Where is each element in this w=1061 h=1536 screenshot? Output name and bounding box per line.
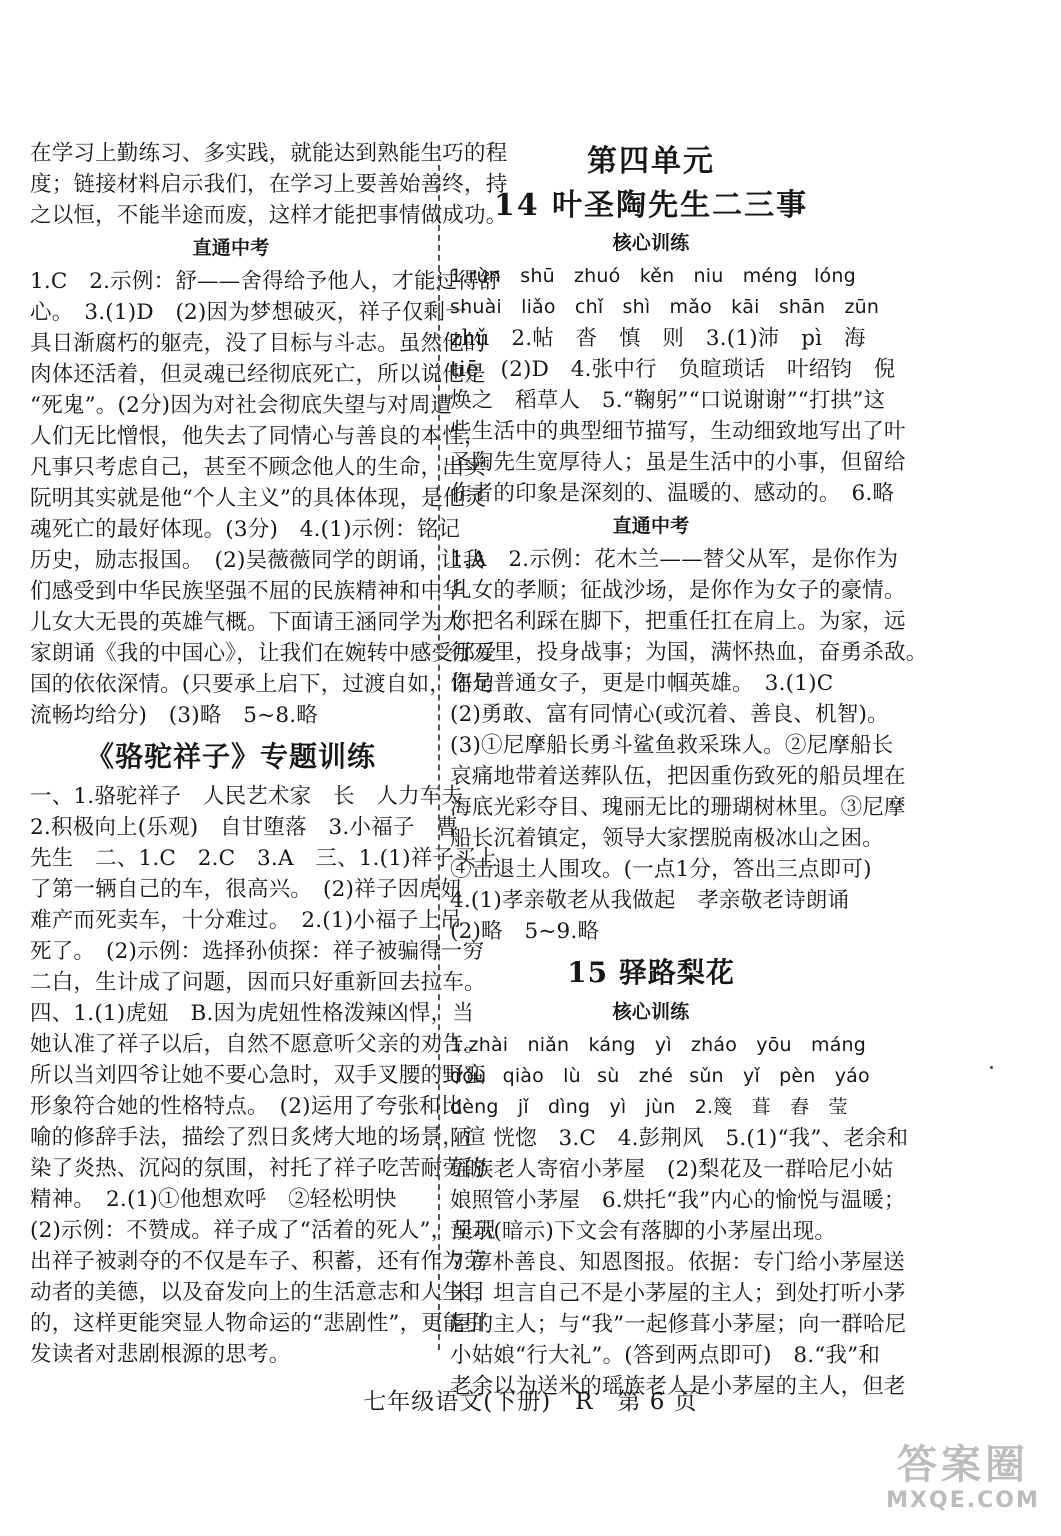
text-line: 死了。 (2)示例：选择孙侦探：祥子被骗得一穷	[30, 939, 485, 964]
watermark-line-2: MXQE.COM	[886, 1488, 1040, 1513]
text-line: 船长沉着镇定，领导大家摆脱南极冰山之困。	[450, 826, 885, 851]
text-line: 染了炎热、沉闷的氛围，衬托了祥子吃苦耐劳的	[30, 1156, 486, 1181]
left-column	[30, 138, 508, 1370]
text-line: 喻的修辞手法，描绘了烈日炙烤大地的场景，渲	[30, 1125, 486, 1150]
text-line: 陋 恍惚 3.C 4.彭荆风 5.(1)“我”、老余和	[450, 1126, 909, 1151]
section-subheading-zhitong: 直通中考	[192, 237, 270, 259]
pinyin-block-2	[450, 1030, 870, 1123]
text-line: 行万里，投身战事；为国，满怀热血，奋勇杀敌。	[450, 640, 928, 665]
text-line: 具日渐腐朽的躯壳，没了目标与斗志。虽然他的	[30, 331, 486, 356]
text-line: 小姑娘“行大礼”。(答到两点即可) 8.“我”和	[450, 1343, 881, 1368]
text-line: 作者的印象是深刻的、温暖的、感动的。 6.略	[450, 481, 895, 506]
text-line: 1.zhài niǎn káng yì zháo yōu máng	[450, 1034, 867, 1056]
section-subheading-zhitong-2: 直通中考	[612, 515, 690, 537]
text-line: shuài liǎo chǐ shì mǎo kāi shān zūn	[450, 296, 880, 318]
text-line: 家朗诵《我的中国心》，让我们在婉转中感受那爱	[30, 641, 497, 666]
column-divider	[438, 145, 440, 1350]
text-line: tiē (2)D 4.张中行 负暄琐话 叶绍钧 倪	[450, 357, 896, 382]
text-line: 1.A 2.示例：花木兰——替父从军，是你作为	[450, 547, 899, 572]
text-line: 1.rùn shū zhuó kěn niu méng lóng	[450, 265, 856, 287]
text-line: 先生 二、1.C 2.C 3.A 三、1.(1)祥子买上	[30, 846, 498, 871]
text-line: 圣陶先生宽厚待人；虽是生活中的小事，但留给	[450, 450, 906, 475]
text-line: 些生活中的典型细节描写，生动细致地写出了叶	[450, 419, 906, 444]
answers-block-2	[30, 781, 498, 1370]
text-line: ④击退土人围攻。(一点1分，答出三点即可)	[450, 857, 872, 882]
text-line: 屋的主人；与“我”一起修葺小茅屋；向一群哈尼	[450, 1312, 907, 1337]
lesson15-title: 15 驿路梨花	[567, 956, 735, 989]
scan-speck	[990, 1066, 993, 1069]
text-line: (2)略 5~9.略	[450, 919, 600, 944]
text-line: 精神。 2.(1)①他想欢呼 ②轻松明快	[30, 1187, 397, 1212]
text-line: 预示(暗示)下文会有落脚的小茅屋出现。	[450, 1219, 837, 1244]
text-line: 4.(1)孝亲敬老从我做起 孝亲敬老诗朗诵	[450, 888, 850, 913]
text-line: 发读者对悲剧根源的思考。	[30, 1342, 291, 1367]
text-line: 二白，生计成了问题，因而只好重新回去拉车。	[30, 970, 486, 995]
text-line: 1.C 2.示例：舒——舍得给予他人，才能过得舒	[30, 269, 501, 294]
text-line: (2)示例：不赞成。祥子成了“活着的死人”，呈现	[30, 1218, 496, 1243]
text-line: 四、1.(1)虎妞 B.因为虎妞性格泼辣凶悍，当	[30, 1001, 474, 1026]
right-column	[450, 138, 928, 1402]
text-line: 米；坦言自己不是小茅屋的主人；到处打听小茅	[450, 1281, 906, 1306]
text-line: 形象符合她的性格特点。 (2)运用了夸张和比	[30, 1094, 463, 1119]
text-line: 历史，励志报国。 (2)吴薇薇同学的朗诵，让我	[30, 548, 485, 573]
text-line: 海底光彩夺目、瑰丽无比的珊瑚树林里。③尼摩	[450, 795, 906, 820]
page-footer: 七年级语文(下册) R 第 6 页	[363, 1389, 698, 1415]
text-line: 哀痛地带着送葬队伍，把因重伤致死的船员埋在	[450, 764, 906, 789]
text-line: 你把名利踩在脚下，把重任扛在肩上。为家，远	[450, 609, 906, 634]
text-line: dǒu qiào lù sù zhé sǔn yǐ pèn yáo	[450, 1065, 870, 1087]
text-line: 们感受到中华民族坚强不屈的民族精神和中华	[30, 579, 465, 604]
text-line: (3)①尼摩船长勇斗鲨鱼救采珠人。②尼摩船长	[450, 733, 894, 758]
watermark-logo	[883, 1442, 1043, 1522]
text-line: 所以当刘四爷让她不要心急时，双手叉腰的野蛮	[30, 1063, 486, 1088]
text-line: 她认准了祥子以后，自然不愿意听父亲的劝告。	[30, 1032, 486, 1057]
text-line: 瑶族老人寄宿小茅屋 (2)梨花及一群哈尼小姑	[450, 1157, 894, 1182]
text-line: 心。 3.(1)D (2)因为梦想破灭，祥子仅剩一	[30, 300, 467, 325]
text-line: 了第一辆自己的车，很高兴。 (2)祥子因虎妞	[30, 877, 463, 902]
intro-paragraph	[30, 138, 508, 231]
text-line: 儿女的孝顺；征战沙场，是你作为女子的豪情。	[450, 578, 906, 603]
answers-block-1	[30, 266, 501, 731]
text-line: 儿女大无畏的英雄气概。下面请王涵同学为大	[30, 610, 465, 635]
answers-block-4	[450, 544, 928, 947]
text-line: (2)勇敢、富有同情心(或沉着、善良、机智)。	[450, 702, 889, 727]
text-line: 娘照管小茅屋 6.烘托“我”内心的愉悦与温暖；	[450, 1188, 906, 1213]
text-line: 老余以为送米的瑶族老人是小茅屋的主人，但老	[450, 1374, 906, 1399]
pinyin-block-1	[450, 261, 880, 323]
text-line: 出祥子被剥夺的不仅是车子、积蓄，还有作为劳	[30, 1249, 486, 1274]
text-line: 之以恒，不能半途而废，这样才能把事情做成功。	[30, 203, 508, 228]
lesson14-title: 14 叶圣陶先生二三事	[493, 188, 809, 223]
text-line: 魂死亡的最好体现。(3分) 4.(1)示例：铭记	[30, 517, 461, 542]
answers-block-5	[450, 1123, 909, 1402]
text-line: 国的依依深情。(只要承上启下，过渡自如，语句	[30, 672, 495, 697]
section-subheading-hexin-1: 核心训练	[612, 232, 690, 254]
text-line: 度；链接材料启示我们，在学习上要善始善终，持	[30, 172, 508, 197]
text-line: 阮明其实就是他“个人主义”的具体体现，是他灵	[30, 486, 487, 511]
text-line: 2.积极向上(乐观) 自甘堕落 3.小福子 曹	[30, 815, 458, 840]
text-line: 凡事只考虑自己，甚至不顾念他人的生命，出卖	[30, 455, 486, 480]
text-line: 一、1.骆驼祥子 人民艺术家 长 人力车夫	[30, 784, 464, 809]
section-subheading-hexin-2: 核心训练	[612, 1001, 690, 1023]
text-line: 人们无比憎恨，他失去了同情心与善良的本性，	[30, 424, 486, 449]
text-line: 流畅均给分) (3)略 5~8.略	[30, 703, 318, 728]
text-line: 难产而死卖车，十分难过。 2.(1)小福子上吊	[30, 908, 462, 933]
text-line: 的，这样更能突显人物命运的“悲剧性”，更能引	[30, 1311, 487, 1336]
text-line: 动者的美德，以及奋发向上的生活意志和人生目	[30, 1280, 486, 1305]
text-line: 你是普通女子，更是巾帼英雄。 3.(1)C	[450, 671, 834, 696]
unit-title: 第四单元	[587, 144, 715, 179]
text-line: 7.淳朴善良、知恩图报。依据：专门给小茅屋送	[450, 1250, 905, 1275]
text-line: 焕之 稻草人 5.“鞠躬”“口说谢谢”“打拱”这	[450, 388, 886, 413]
section-heading-luotuo: 《骆驼祥子》专题训练	[85, 740, 376, 773]
text-line: dèng jǐ dìng yì jùn 2.篾 葺 舂 莹	[450, 1096, 848, 1118]
text-line: “死鬼”。(2分)因为对社会彻底失望与对周遭	[30, 393, 453, 418]
text-line: 在学习上勤练习、多实践，就能达到熟能生巧的程	[30, 141, 508, 166]
watermark-line-1: 答案圈	[897, 1442, 1029, 1488]
answers-block-3	[450, 323, 906, 509]
text-line: 肉体还活着，但灵魂已经彻底死亡，所以说他是	[30, 362, 486, 387]
text-line: zhǔ 2.帖 沓 慎 则 3.(1)沛 pì 海	[450, 326, 866, 351]
